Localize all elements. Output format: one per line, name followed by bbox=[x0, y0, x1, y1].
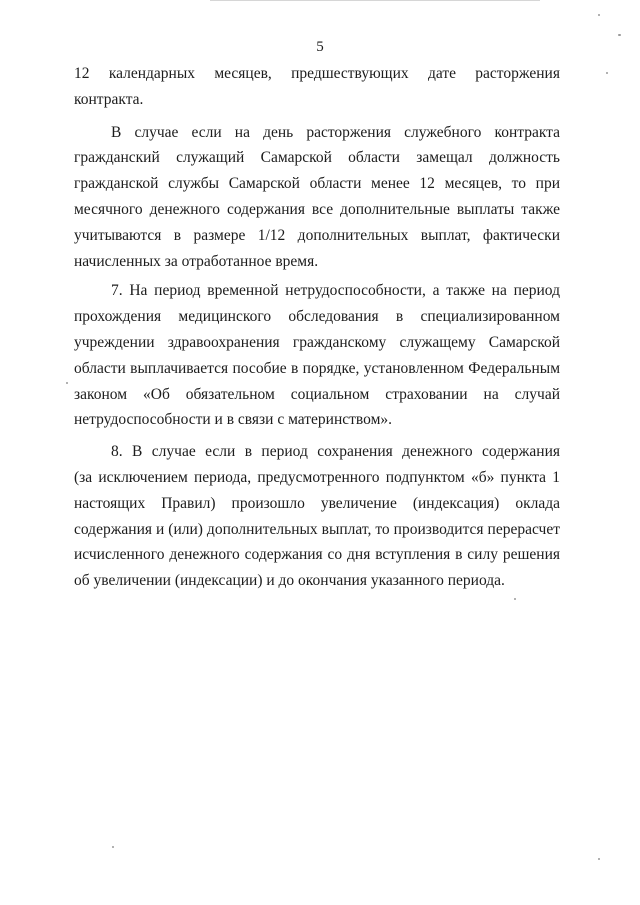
text-line: В случае если на день расторжения служебного контракта bbox=[111, 123, 560, 141]
scan-speck bbox=[598, 14, 600, 16]
text-line: области выплачивается пособие в порядке, установленном Федеральным bbox=[74, 359, 560, 377]
text-line: учреждении здравоохранения гражданскому служащему Самарской bbox=[74, 333, 560, 351]
text-line: нетрудоспособности и в связи с материнством». bbox=[74, 411, 393, 429]
text-line: исчисленного денежного содержания со дня вступления в силу решения bbox=[74, 546, 560, 564]
text-line: законом «Об обязательном социальном страховании на случай bbox=[74, 385, 560, 403]
text-line: месячного денежного содержания все дополнительные выплаты также bbox=[74, 200, 560, 218]
scan-speck bbox=[618, 34, 621, 36]
scan-speck bbox=[514, 598, 516, 600]
text-line: гражданский служащий Самарской области замещал должность bbox=[74, 149, 560, 167]
text-line: 8. В случае если в период сохранения денежного содержания bbox=[111, 443, 560, 461]
scan-speck bbox=[66, 382, 68, 384]
text-line: контракта. bbox=[74, 90, 144, 108]
text-line: 12 календарных месяцев, предшествующих дате расторжения bbox=[74, 65, 560, 82]
text-line: (за исключением периода, предусмотренного подпунктом «б» пункта 1 bbox=[74, 468, 560, 486]
page-number: 5 bbox=[316, 39, 324, 55]
text-line: гражданской службы Самарской области менее 12 месяцев, то при bbox=[74, 175, 560, 193]
paragraph-item-7 bbox=[74, 278, 560, 433]
scan-speck bbox=[598, 858, 600, 860]
paragraph-early-termination bbox=[74, 120, 560, 275]
page-top-edge bbox=[210, 0, 540, 1]
scan-speck bbox=[606, 72, 608, 74]
text-line: учитываются в размере 1/12 дополнительных выплат, фактически bbox=[74, 226, 560, 244]
text-line: прохождения медицинского обследования в специализированном bbox=[74, 308, 560, 326]
text-line: настоящих Правил) произошло увеличение (индексация) оклада bbox=[74, 494, 560, 512]
text-line: об увеличении (индексации) и до окончания указанного периода. bbox=[74, 572, 505, 590]
scan-speck bbox=[112, 846, 114, 848]
paragraph-continuation bbox=[74, 61, 560, 113]
document-body bbox=[74, 61, 560, 594]
text-line: начисленных за отработанное время. bbox=[74, 252, 319, 270]
text-line: 7. На период временной нетрудоспособности, а также на период bbox=[111, 282, 560, 300]
paragraph-item-8 bbox=[74, 439, 560, 594]
text-line: содержания и (или) дополнительных выплат, то производится перерасчет bbox=[74, 520, 560, 538]
